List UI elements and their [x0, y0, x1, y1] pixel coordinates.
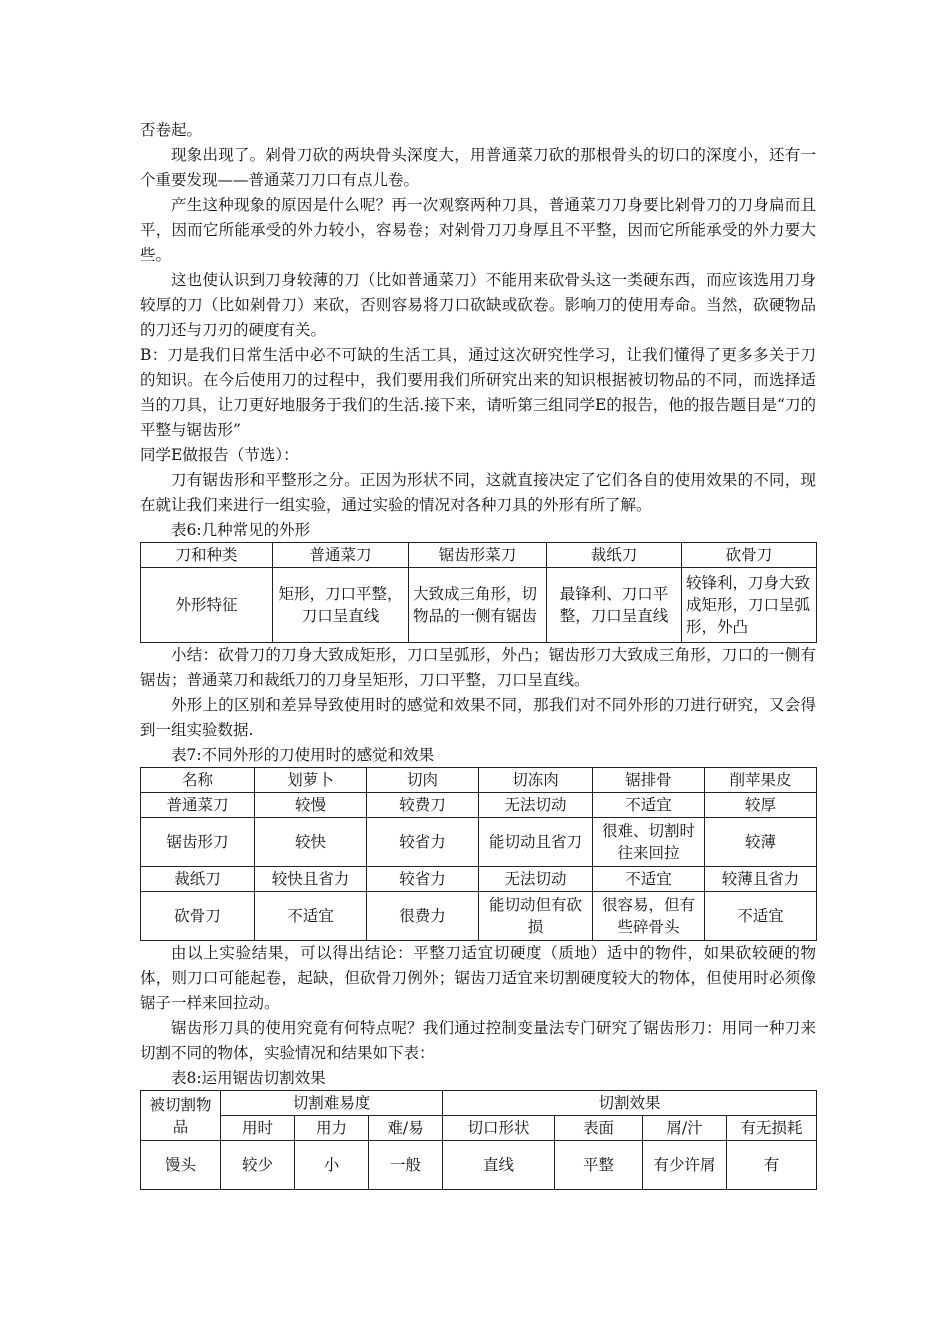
- paragraph: 刀有锯齿形和平整形之分。正因为形状不同，这就直接决定了它们各自的使用效果的不同，现在就让我们来进行一组实验，通过实验的情况对各种刀具的外形有所了解。: [140, 471, 816, 514]
- header-cell: 砍骨刀: [682, 543, 817, 568]
- table-cell: 较锋利，刀身大致成矩形，刀口呈弧形，外凸: [682, 568, 817, 643]
- document-page: [140, 118, 816, 1190]
- table-cell: 裁纸刀: [141, 867, 255, 892]
- knife-shape-table: [140, 542, 817, 643]
- table-cell: 大致成三角形，切物品的一侧有锯齿: [409, 568, 547, 643]
- serrated-cutting-table: [140, 1090, 817, 1190]
- table-cell: 较少: [221, 1141, 295, 1190]
- table-cell: 有少许屑: [643, 1141, 727, 1190]
- table-cell: 较快且省力: [255, 867, 367, 892]
- paragraph: 同学E做报告（节选）：: [140, 446, 299, 464]
- header-cell: 刀和种类: [141, 543, 273, 568]
- header-cell: 切口形状: [443, 1116, 555, 1141]
- table-cell: 很难、切割时往来回拉: [593, 818, 705, 867]
- table-header-row: [141, 768, 817, 793]
- header-cell: 普通菜刀: [273, 543, 409, 568]
- table-cell: 较省力: [367, 867, 479, 892]
- table-cell: 较省力: [367, 818, 479, 867]
- table-cell: 有: [727, 1141, 817, 1190]
- table-cell: 不适宜: [593, 793, 705, 818]
- header-cell: 有无损耗: [727, 1116, 817, 1141]
- table-row: [141, 867, 817, 892]
- table-header-row: [141, 543, 817, 568]
- table-caption: 表6:几种常见的外形: [171, 521, 311, 539]
- table-row: [141, 793, 817, 818]
- paragraph: 否卷起。: [140, 121, 203, 139]
- table-cell: 锯齿形刀: [141, 818, 255, 867]
- table-cell: 馒头: [141, 1141, 221, 1190]
- table-cell: 较薄且省力: [705, 867, 817, 892]
- table-cell: 最锋利、刀口平整，刀口呈直线: [547, 568, 682, 643]
- knife-usage-table: [140, 767, 817, 941]
- table-cell: 无法切动: [479, 867, 593, 892]
- table-cell: 较薄: [705, 818, 817, 867]
- header-cell: 切割难易度: [221, 1091, 443, 1116]
- header-cell: 划萝卜: [255, 768, 367, 793]
- header-cell: 用力: [295, 1116, 369, 1141]
- header-cell: 削苹果皮: [705, 768, 817, 793]
- table-caption: 表8:运用锯齿切割效果: [171, 1069, 326, 1087]
- header-cell: 用时: [221, 1116, 295, 1141]
- table-cell: 不适宜: [593, 867, 705, 892]
- paragraph: 锯齿形刀具的使用究竟有何特点呢？我们通过控制变量法专门研究了锯齿形刀：用同一种刀来切割不同的物体，实验情况和结果如下表：: [140, 1019, 816, 1062]
- table-cell: 很费力: [367, 892, 479, 941]
- table-cell: 平整: [555, 1141, 643, 1190]
- table-caption: 表7:不同外形的刀使用时的感觉和效果: [171, 746, 435, 764]
- table-row: [141, 568, 817, 643]
- header-cell: 屑/汁: [643, 1116, 727, 1141]
- paragraph: 外形上的区别和差异导致使用时的感觉和效果不同，那我们对不同外形的刀进行研究，又会得到一组实验数据.: [140, 696, 816, 739]
- paragraph: 产生这种现象的原因是什么呢？再一次观察两种刀具，普通菜刀刀身要比剁骨刀的刀身扁而且平，因而它所能承受的外力较小，容易卷；对剁骨刀刀身厚且不平整，因而它所能承受的外力要大些。: [140, 196, 816, 264]
- paragraph: 现象出现了。剁骨刀砍的两块骨头深度大，用普通菜刀砍的那根骨头的切口的深度小，还有一个重要发现——普通菜刀刀口有点儿卷。: [140, 146, 816, 189]
- table-header-row: [141, 1091, 817, 1116]
- header-cell: 切割效果: [443, 1091, 817, 1116]
- header-cell: 切冻肉: [479, 768, 593, 793]
- table-cell: 外形特征: [141, 568, 273, 643]
- header-cell: 切肉: [367, 768, 479, 793]
- header-cell: 裁纸刀: [547, 543, 682, 568]
- paragraph: B：刀是我们日常生活中必不可缺的生活工具，通过这次研究性学习，让我们懂得了更多多关于刀的知识。在今后使用刀的过程中，我们要用我们所研究出来的知识根据被切物品的不同，而选择适当的刀具，让刀更好地服务于我们的生活.接下来，请听第三组同学E的报告，他的报告题目是“刀的平整与锯齿形”: [140, 346, 816, 439]
- table-row: [141, 818, 817, 867]
- table-cell: 较厚: [705, 793, 817, 818]
- table-cell: 小: [295, 1141, 369, 1190]
- table-cell: 砍骨刀: [141, 892, 255, 941]
- table-cell: 直线: [443, 1141, 555, 1190]
- header-cell: 表面: [555, 1116, 643, 1141]
- paragraph: 小结：砍骨刀的刀身大致成矩形，刀口呈弧形，外凸；锯齿形刀大致成三角形，刀口的一侧有锯齿；普通菜刀和裁纸刀的刀身呈矩形，刀口平整，刀口呈直线。: [140, 646, 816, 689]
- header-cell: 被切割物品: [141, 1091, 221, 1141]
- table-cell: 较费刀: [367, 793, 479, 818]
- table-cell: 较快: [255, 818, 367, 867]
- table-cell: 不适宜: [255, 892, 367, 941]
- table-subheader-row: [141, 1116, 817, 1141]
- table-cell: 很容易，但有些碎骨头: [593, 892, 705, 941]
- table-cell: 能切动但有砍损: [479, 892, 593, 941]
- table-cell: 无法切动: [479, 793, 593, 818]
- table-cell: 矩形，刀口平整，刀口呈直线: [273, 568, 409, 643]
- table-cell: 能切动且省刀: [479, 818, 593, 867]
- table-row: [141, 892, 817, 941]
- table-row: [141, 1141, 817, 1190]
- header-cell: 锯排骨: [593, 768, 705, 793]
- header-cell: 名称: [141, 768, 255, 793]
- header-cell: 锯齿形菜刀: [409, 543, 547, 568]
- table-cell: 不适宜: [705, 892, 817, 941]
- table-cell: 普通菜刀: [141, 793, 255, 818]
- header-cell: 难/易: [369, 1116, 443, 1141]
- paragraph: 由以上实验结果，可以得出结论：平整刀适宜切硬度（质地）适中的物件，如果砍较硬的物体，则刀口可能起卷，起缺，但砍骨刀例外；锯齿刀适宜来切割硬度较大的物体，但使用时必须像锯子一样来回拉动。: [140, 944, 816, 1012]
- table-cell: 一般: [369, 1141, 443, 1190]
- paragraph: 这也使认识到刀身较薄的刀（比如普通菜刀）不能用来砍骨头这一类硬东西，而应该选用刀身较厚的刀（比如剁骨刀）来砍，否则容易将刀口砍缺或砍卷。影响刀的使用寿命。当然，砍硬物品的刀还与刀刃的硬度有关。: [140, 271, 816, 339]
- table-cell: 较慢: [255, 793, 367, 818]
